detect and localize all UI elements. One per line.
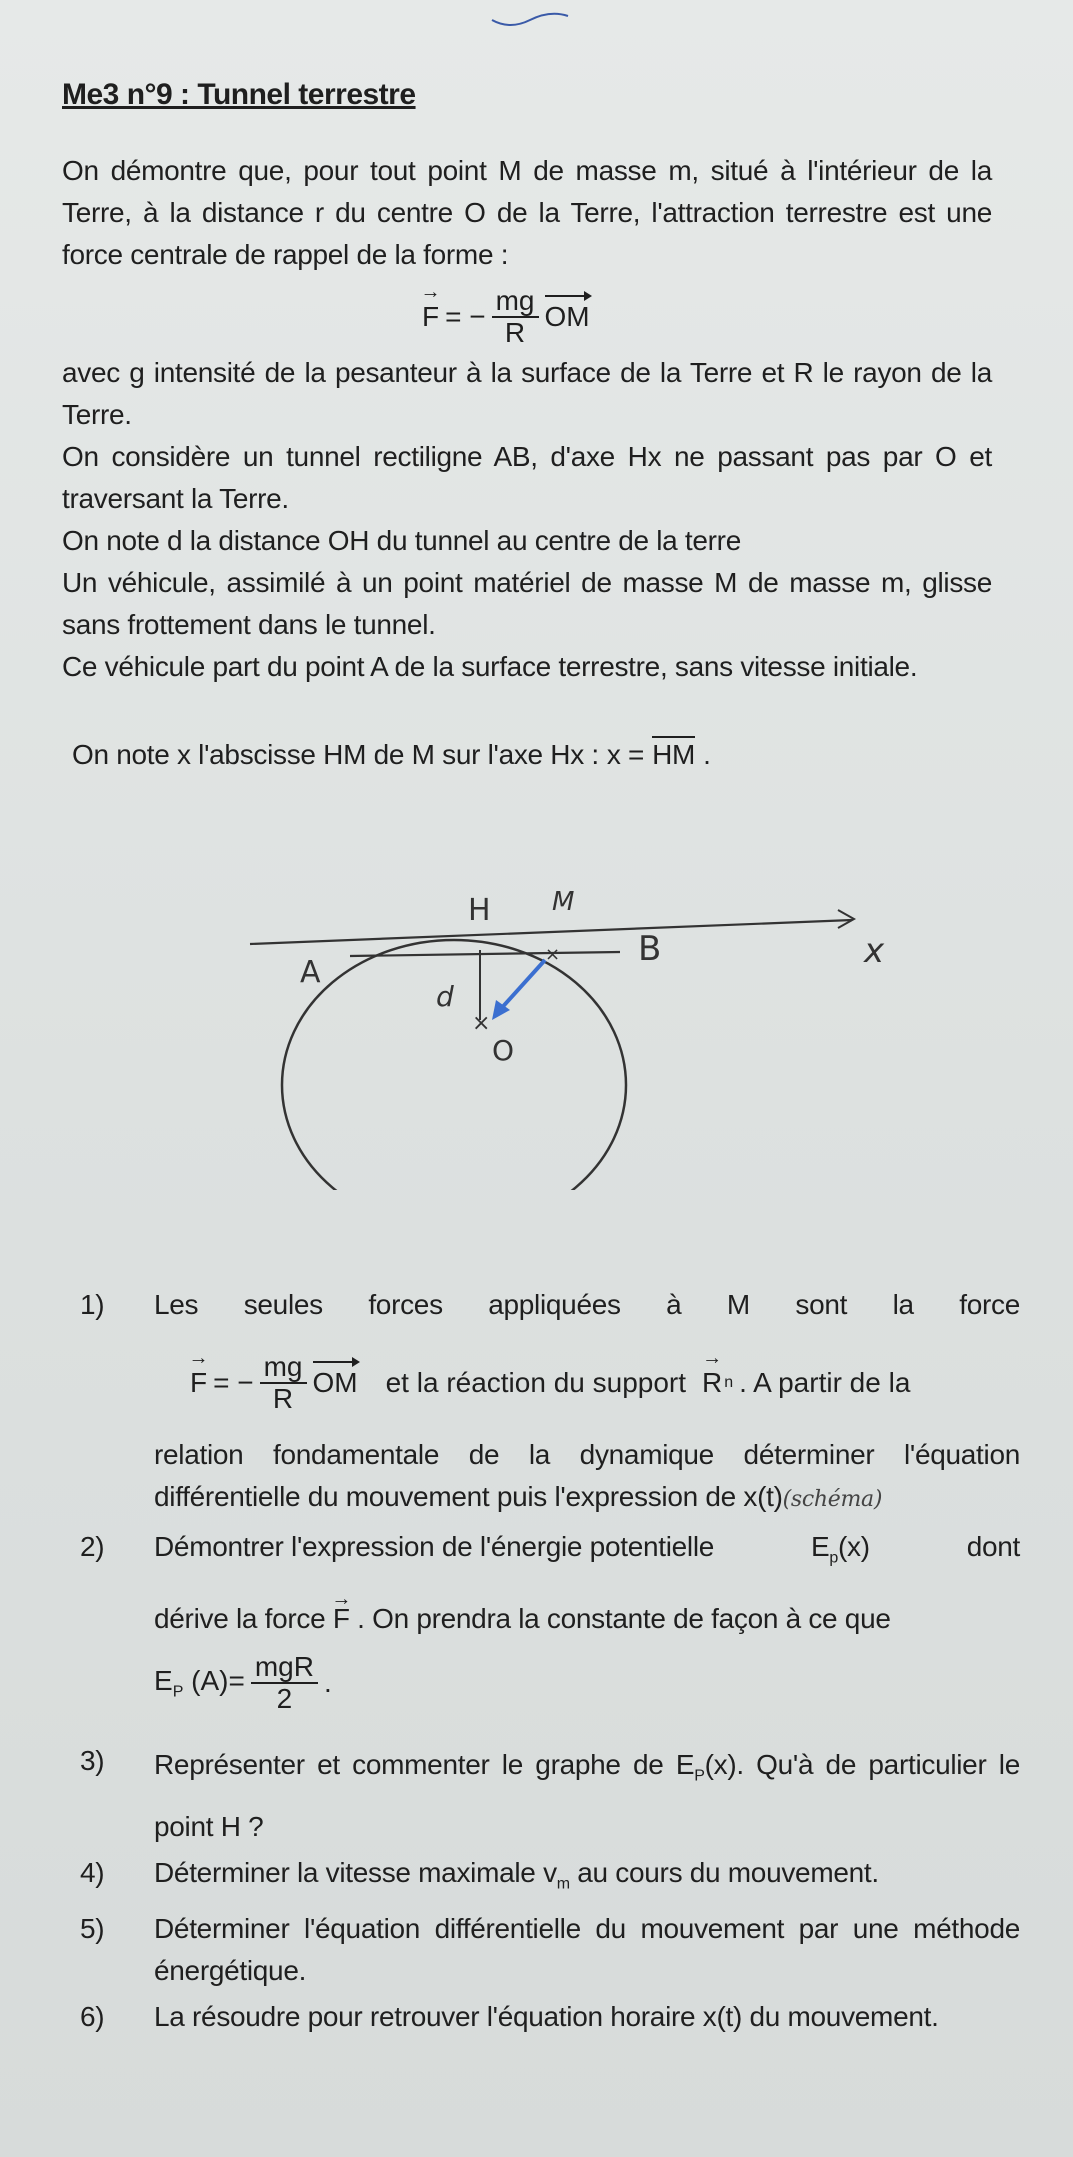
force-arrow-line: [498, 960, 545, 1012]
diagram-label-o: O: [492, 1034, 515, 1067]
q2-ep-expression: [811, 1526, 870, 1580]
q1-reaction-text: et la réaction du support: [385, 1367, 687, 1398]
q1-reaction-subscript: n: [724, 1374, 734, 1391]
q2-epa-numerator: mgR: [251, 1652, 318, 1684]
q4-v-symbol: v: [543, 1857, 557, 1888]
formula-vector-om: OM: [544, 301, 590, 332]
q3-ep-subscript: P: [694, 1767, 705, 1785]
q1-handwritten-note: (schéma): [782, 1487, 883, 1512]
formula-equals: = −: [445, 301, 486, 332]
q4-vm-expression: [543, 1857, 570, 1893]
q1-formula-numerator: mg: [260, 1352, 307, 1384]
q1-reaction-vector: → R: [702, 1367, 722, 1399]
question-6: [80, 1996, 1020, 2038]
question-4-number: 4): [80, 1857, 105, 1888]
diagram-label-x: x: [864, 931, 885, 971]
q2-ep-subscript: p: [829, 1549, 838, 1567]
diagram-label-a: A: [300, 955, 321, 990]
q2-epa-expression: [154, 1665, 245, 1702]
q2-epa-symbol: E: [154, 1664, 173, 1696]
question-3-number: 3): [80, 1745, 105, 1776]
q2-epa-formula: [154, 1652, 332, 1714]
force-vector-symbol: → F: [422, 301, 439, 333]
q1-formula-equals: = −: [213, 1367, 254, 1398]
q2-epa-denominator: 2: [276, 1683, 293, 1714]
tunnel-line: [350, 952, 620, 956]
q2-epa-end: .: [323, 1667, 332, 1698]
question-3: [80, 1740, 1020, 1852]
tunnel-diagram: [240, 860, 940, 1190]
abscissa-vector-hm: [652, 734, 695, 776]
question-2-number: 2): [80, 1531, 105, 1562]
question-4: [80, 1852, 1020, 1906]
diagram-label-h: H: [468, 893, 491, 928]
abscissa-definition: [72, 734, 711, 776]
intro-paragraph-4: On note d la distance OH du tunnel au centre de la terre: [62, 525, 741, 556]
cross-m: ×: [545, 944, 561, 965]
q1-formula-denominator: R: [272, 1383, 294, 1414]
q4-v-subscript: m: [556, 1875, 570, 1893]
question-1-continuation: [80, 1434, 1020, 1521]
q2-ep-arg: (x): [837, 1531, 870, 1562]
q1-formula-fraction: [260, 1352, 307, 1414]
question-6-text: La résoudre pour retrouver l'équation horaire x(t) du mouvement.: [154, 2001, 939, 2032]
page-title: Me3 n°9 : Tunnel terrestre: [62, 78, 416, 111]
question-2: [80, 1526, 1020, 1580]
q2-line2-text-a: dérive la force: [154, 1603, 326, 1634]
force-formula: [422, 286, 590, 348]
formula-fraction: [492, 286, 539, 348]
question-1-line-1: Les seules forces appliquées à M sont la force: [154, 1289, 1020, 1320]
abscissa-eq: x =: [606, 739, 645, 770]
abscissa-vector-label: HM: [652, 739, 696, 770]
question-2-text-a: Démontrer l'expression de l'énergie potentielle: [154, 1531, 715, 1562]
question-5-text: Déterminer l'équation différentielle du mouvement par une méthode énergétique.: [154, 1913, 1020, 1986]
q1-after-text: . A partir de la: [739, 1367, 911, 1398]
q3-ep-symbol: E: [675, 1749, 695, 1780]
question-5-number: 5): [80, 1913, 105, 1944]
abscissa-text: On note x l'abscisse HM de M sur l'axe Hx :: [72, 739, 599, 770]
q3-ep-arg: (x): [704, 1749, 737, 1780]
intro-paragraph-5: Un véhicule, assimilé à un point matériel de masse M de masse m, glisse sans frottement dans le tunnel.: [62, 567, 992, 640]
question-1-formula: [190, 1352, 910, 1414]
question-1-line-3: relation fondamentale de la dynamique déterminer l'équation différentielle du mouvement puis l'expression de x(t): [154, 1439, 1020, 1512]
question-1: [80, 1284, 1020, 1326]
diagram-label-d: d: [436, 980, 454, 1013]
q2-ep-symbol: E: [810, 1531, 830, 1562]
intro-paragraph-3: On considère un tunnel rectiligne AB, d'axe Hx ne passant pas par O et traversant la Terre.: [62, 441, 992, 514]
question-4-text-b: au cours du mouvement.: [577, 1857, 879, 1888]
abscissa-end: .: [703, 739, 711, 770]
q1-formula-vector-om: OM: [312, 1367, 358, 1398]
q2-line2-text-b: . On prendra la constante de façon à ce que: [357, 1603, 891, 1634]
q3-ep-expression: [675, 1749, 737, 1785]
question-4-text-a: Déterminer la vitesse maximale: [154, 1857, 536, 1888]
q2-force-vector: → F: [333, 1598, 350, 1640]
diagram-label-b: B: [638, 929, 662, 969]
question-2-line-2: [80, 1598, 1020, 1640]
formula-denominator: R: [504, 317, 526, 348]
question-6-number: 6): [80, 2001, 105, 2032]
question-3-text-b: . Qu'à de particulier le point H ?: [154, 1749, 1020, 1842]
handwritten-mark-icon: [490, 8, 570, 28]
intro-paragraph-1: On démontre que, pour tout point M de masse m, situé à l'intérieur de la Terre, à la distance r du centre O de la Terre, l'attraction terrestre est une force centrale de rappel de la forme :: [62, 155, 992, 270]
cross-o: ×: [472, 1011, 491, 1036]
q2-epa-arg: (A)=: [191, 1664, 245, 1696]
intro-paragraph-2: avec g intensité de la pesanteur à la surface de la Terre et R le rayon de la Terre.: [62, 357, 992, 430]
question-3-text-a: Représenter et commenter le graphe de: [154, 1749, 664, 1780]
tunnel-axis-line: [250, 920, 852, 944]
q2-epa-subscript: P: [172, 1683, 184, 1701]
question-2-text-b: dont: [966, 1531, 1020, 1562]
q2-epa-fraction: [251, 1652, 318, 1714]
intro-paragraph-6: Ce véhicule part du point A de la surface terrestre, sans vitesse initiale.: [62, 651, 918, 682]
question-5: [80, 1908, 1020, 1992]
diagram-label-m: M: [552, 887, 575, 917]
formula-numerator: mg: [492, 286, 539, 318]
q1-force-vector: → F: [190, 1367, 207, 1399]
earth-circle: [282, 940, 626, 1190]
question-1-number: 1): [80, 1289, 105, 1320]
